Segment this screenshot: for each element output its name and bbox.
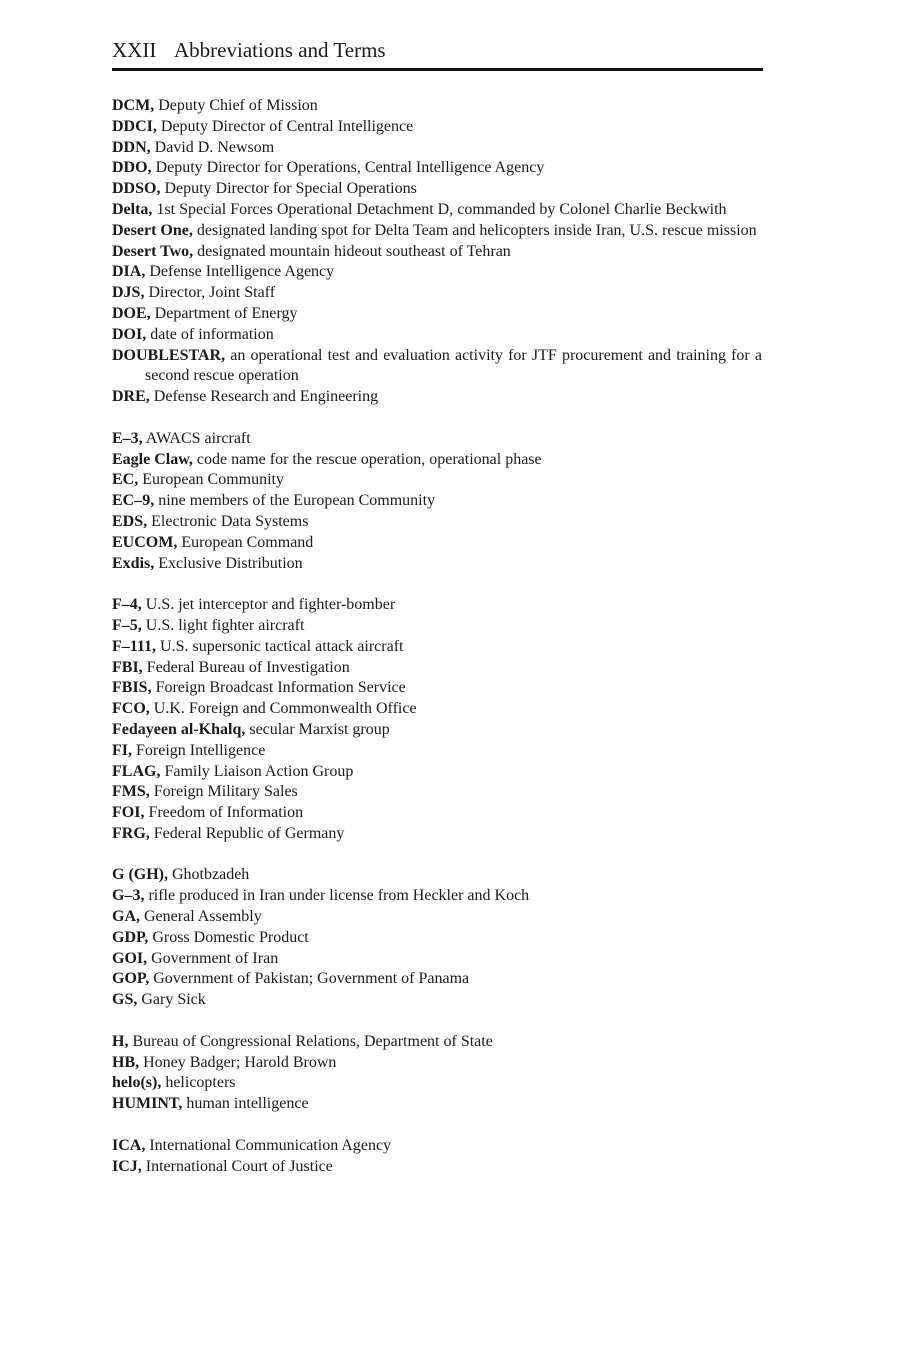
entry-definition: Deputy Director of Central Intelligence	[160, 117, 414, 135]
entry-definition: Family Liaison Action Group	[164, 762, 354, 780]
entry-definition: U.S. supersonic tactical attack aircraft	[160, 637, 404, 655]
entry-definition: Deputy Director for Operations, Central Intelligence Agency	[155, 159, 545, 177]
entry-definition: General Assembly	[144, 908, 262, 926]
list-item	[112, 221, 762, 242]
list-item	[112, 242, 762, 263]
list-item	[112, 470, 762, 491]
entry-term: DIA,	[112, 263, 146, 281]
list-item	[112, 1136, 762, 1157]
header-rule	[112, 68, 763, 71]
abbreviation-list	[112, 96, 762, 1198]
entry-definition: rifle produced in Iran under license from Heckler and Koch	[148, 887, 530, 905]
entry-definition: International Communication Agency	[149, 1136, 392, 1154]
entry-term: DDN,	[112, 138, 151, 156]
entry-definition: Director, Joint Staff	[148, 284, 276, 302]
entry-term: EDS,	[112, 512, 148, 530]
entry-term: FOI,	[112, 804, 145, 822]
entry-definition: secular Marxist group	[249, 720, 390, 738]
list-item	[112, 803, 762, 824]
entry-term: Desert Two,	[112, 242, 194, 260]
list-item	[112, 512, 762, 533]
entry-term: GS,	[112, 991, 138, 1009]
list-item	[112, 949, 762, 970]
entry-definition: Honey Badger; Harold Brown	[143, 1053, 337, 1071]
entry-term: EC,	[112, 471, 139, 489]
entry-definition: Defense Intelligence Agency	[149, 263, 335, 281]
entry-term: F–5,	[112, 616, 142, 634]
entry-term: DDCI,	[112, 117, 157, 135]
entry-definition: Freedom of Information	[148, 804, 304, 822]
list-item	[112, 429, 762, 450]
entry-term: H,	[112, 1032, 129, 1050]
entry-term: ICA,	[112, 1136, 146, 1154]
list-item	[112, 1032, 762, 1053]
list-item	[112, 824, 762, 845]
list-item	[112, 304, 762, 325]
list-item	[112, 637, 762, 658]
entry-term: EC–9,	[112, 492, 155, 510]
entry-term: DJS,	[112, 284, 145, 302]
list-item	[112, 491, 762, 512]
entry-term: DOI,	[112, 325, 147, 343]
entry-term: DDSO,	[112, 180, 161, 198]
entry-term: HUMINT,	[112, 1095, 183, 1113]
entry-term: FCO,	[112, 700, 150, 718]
running-header	[112, 36, 762, 64]
list-item	[112, 283, 762, 304]
entry-group	[112, 96, 762, 408]
list-item	[112, 138, 762, 159]
list-item	[112, 886, 762, 907]
entry-term: FRG,	[112, 824, 150, 842]
list-item	[112, 1094, 762, 1115]
list-item	[112, 200, 762, 221]
entry-group	[112, 429, 762, 575]
entry-term: G–3,	[112, 887, 145, 905]
entry-term: Desert One,	[112, 221, 193, 239]
list-item	[112, 762, 762, 783]
entry-term: HB,	[112, 1053, 140, 1071]
list-item	[112, 741, 762, 762]
entry-term: F–4,	[112, 596, 142, 614]
list-item	[112, 658, 762, 679]
entry-definition: human intelligence	[186, 1095, 309, 1113]
entry-definition: Deputy Director for Special Operations	[164, 180, 417, 198]
entry-definition: International Court of Justice	[145, 1157, 333, 1175]
entry-definition: David D. Newsom	[154, 138, 275, 156]
entry-definition: U.K. Foreign and Commonwealth Office	[153, 700, 417, 718]
list-item	[112, 595, 762, 616]
list-item	[112, 450, 762, 471]
list-item	[112, 554, 762, 575]
entry-definition: European Community	[142, 471, 284, 489]
entry-term: GA,	[112, 908, 140, 926]
entry-definition: Department of Energy	[154, 304, 298, 322]
list-item	[112, 928, 762, 949]
entry-definition: Foreign Military Sales	[153, 783, 298, 801]
entry-definition: U.S. jet interceptor and fighter-bomber	[145, 596, 396, 614]
list-item	[112, 387, 762, 408]
entry-definition: Government of Iran	[151, 949, 279, 967]
entry-term: DOE,	[112, 304, 151, 322]
entry-definition: Deputy Chief of Mission	[158, 97, 318, 114]
entry-term: DOUBLESTAR,	[112, 346, 226, 364]
list-item	[112, 117, 762, 138]
entry-term: FI,	[112, 741, 132, 759]
entry-definition: AWACS aircraft	[145, 429, 251, 447]
entry-term: Fedayeen al-Khalq,	[112, 720, 246, 738]
page-title: Abbreviations and Terms	[174, 38, 386, 62]
entry-term: DCM,	[112, 97, 155, 114]
list-item	[112, 179, 762, 200]
list-item	[112, 533, 762, 554]
entry-definition: U.S. light fighter aircraft	[145, 616, 305, 634]
entry-definition: Federal Republic of Germany	[153, 824, 345, 842]
entry-group	[112, 1136, 762, 1178]
entry-term: FMS,	[112, 783, 150, 801]
entry-definition: an operational test and evaluation activity for JTF procurement and training for a second rescue operation	[145, 346, 763, 385]
list-item	[112, 346, 762, 388]
entry-term: GOI,	[112, 949, 148, 967]
entry-definition: Foreign Broadcast Information Service	[155, 679, 406, 697]
entry-definition: date of information	[150, 325, 274, 343]
list-item	[112, 616, 762, 637]
entry-definition: designated mountain hideout southeast of Tehran	[197, 242, 511, 260]
entry-definition: Federal Bureau of Investigation	[146, 658, 350, 676]
entry-term: FBIS,	[112, 679, 152, 697]
entry-definition: code name for the rescue operation, operational phase	[196, 450, 542, 468]
entry-term: FBI,	[112, 658, 143, 676]
entry-term: Eagle Claw,	[112, 450, 193, 468]
entry-definition: 1st Special Forces Operational Detachment D, commanded by Colonel Charlie Beckwith	[156, 200, 727, 218]
entry-definition: Bureau of Congressional Relations, Department of State	[132, 1032, 493, 1050]
entry-group	[112, 1032, 762, 1115]
entry-group	[112, 865, 762, 1011]
entry-definition: Foreign Intelligence	[136, 741, 266, 759]
list-item	[112, 1053, 762, 1074]
entry-definition: designated landing spot for Delta Team and helicopters inside Iran, U.S. rescue mission	[196, 221, 757, 239]
list-item	[112, 325, 762, 346]
entry-definition: Exclusive Distribution	[158, 554, 303, 572]
list-item	[112, 1157, 762, 1178]
list-item	[112, 720, 762, 741]
entry-term: GDP,	[112, 928, 149, 946]
list-item	[112, 782, 762, 803]
entry-definition: Ghotbzadeh	[172, 866, 250, 884]
entry-group	[112, 595, 762, 845]
entry-term: G (GH),	[112, 866, 168, 884]
list-item	[112, 158, 762, 179]
list-item	[112, 865, 762, 886]
list-item	[112, 678, 762, 699]
list-item	[112, 96, 762, 117]
entry-definition: European Command	[181, 533, 314, 551]
page-number: XXII	[112, 38, 157, 62]
entry-definition: Defense Research and Engineering	[153, 388, 379, 406]
entry-term: FLAG,	[112, 762, 161, 780]
entry-term: helo(s),	[112, 1074, 162, 1092]
entry-definition: Gross Domestic Product	[152, 928, 309, 946]
entry-definition: Electronic Data Systems	[151, 512, 309, 530]
list-item	[112, 969, 762, 990]
entry-term: Delta,	[112, 200, 153, 218]
list-item	[112, 907, 762, 928]
entry-definition: helicopters	[165, 1074, 236, 1092]
entry-definition: Gary Sick	[141, 991, 206, 1009]
entry-term: ICJ,	[112, 1157, 142, 1175]
entry-term: Exdis,	[112, 554, 155, 572]
entry-term: EUCOM,	[112, 533, 178, 551]
list-item	[112, 262, 762, 283]
entry-definition: Government of Pakistan; Government of Panama	[153, 970, 470, 988]
list-item	[112, 699, 762, 720]
entry-definition: nine members of the European Community	[158, 492, 436, 510]
entry-term: F–111,	[112, 637, 157, 655]
list-item	[112, 1073, 762, 1094]
list-item	[112, 990, 762, 1011]
entry-term: DDO,	[112, 159, 152, 177]
entry-term: DRE,	[112, 388, 150, 406]
entry-term: E–3,	[112, 429, 143, 447]
entry-term: GOP,	[112, 970, 150, 988]
